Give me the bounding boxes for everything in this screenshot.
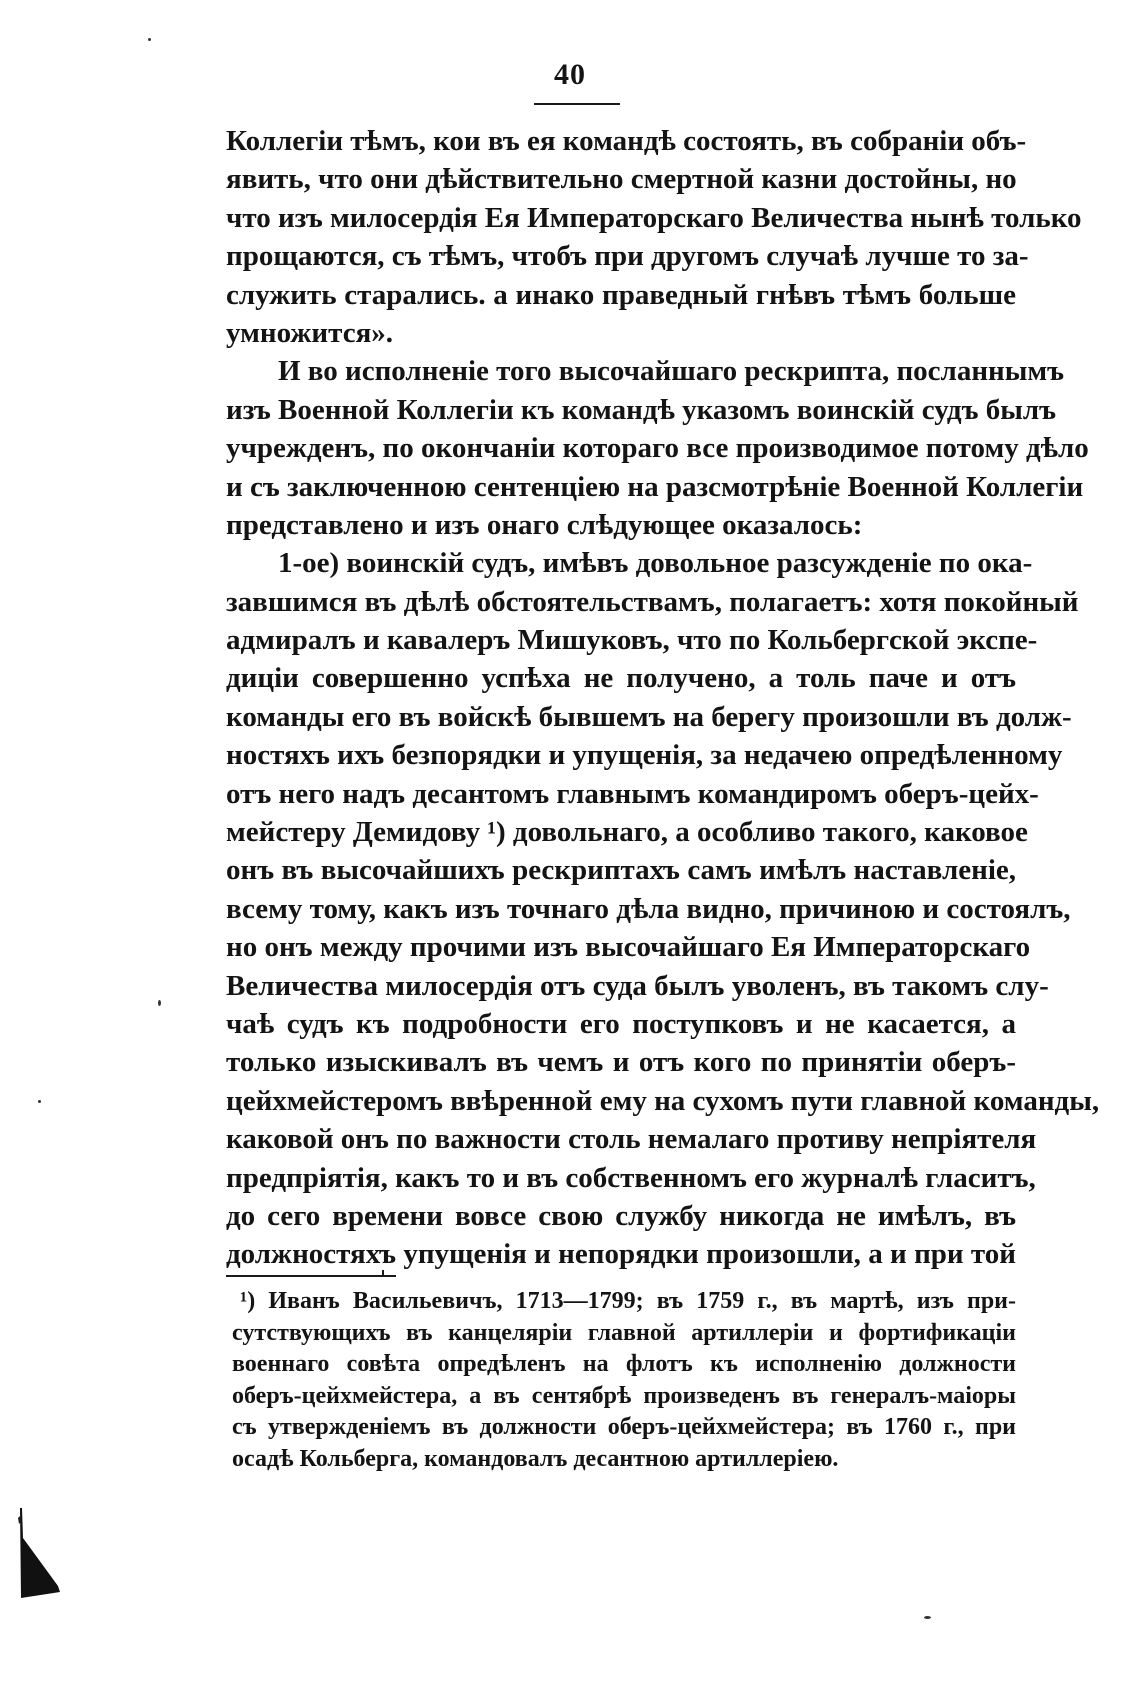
page-number-rule [534, 103, 620, 105]
scan-speck [924, 1616, 931, 1619]
text-line: команды его въ войскѣ бывшемъ на берегу произошли въ долж- [226, 700, 1072, 733]
footnote-line: оберъ-цейхмейстера, а въ сентябрѣ произведенъ въ генералъ-маіоры [232, 1382, 1016, 1409]
text-line: завшимся въ дѣлѣ обстоятельствамъ, полагаетъ: хотя покойный [226, 585, 1079, 618]
text-line: отъ него надъ десантомъ главнымъ командиромъ оберъ-цейх- [226, 777, 1039, 810]
text-line: учрежденъ, по окончаніи котораго все производимое потому дѣло [226, 432, 1089, 465]
text-line: всему тому, какъ изъ точнаго дѣла видно, причиною и состоялъ, [226, 892, 1071, 925]
text-line: умножится». [226, 316, 394, 349]
text-line: Величества милосердія отъ суда былъ уволенъ, въ такомъ слу- [226, 969, 1049, 1002]
footnote-line: съ утвержденіемъ въ должности оберъ-цейхмейстера; въ 1760 г., при [232, 1414, 1016, 1440]
text-line: И во исполненіе того высочайшаго рескрипта, посланнымъ [278, 355, 1065, 388]
text-line: онъ въ высочайшихъ рескриптахъ самъ имѣлъ наставленіе, [226, 854, 1016, 887]
text-line: цейхмейстеромъ ввѣренной ему на сухомъ пути главной команды, [226, 1084, 1100, 1117]
text-line: Коллегіи тѣмъ, кои въ ея командѣ состоять, въ собраніи объ- [226, 125, 1027, 157]
footnote-separator-tick [382, 1270, 384, 1276]
text-line: предпріятія, какъ то и въ собственномъ его журналѣ гласитъ, [226, 1161, 1036, 1194]
text-line: чаѣ судъ къ подробности его поступковъ и не касается, а [226, 1007, 1016, 1040]
scan-speck [158, 1000, 161, 1006]
page-number: 40 [554, 58, 586, 91]
scan-speck [38, 1100, 41, 1103]
text-line: до сего времени вовсе свою службу никогда не имѣлъ, въ [226, 1199, 1016, 1232]
text-line: диціи совершенно успѣха не получено, а толь паче и отъ [226, 662, 1016, 695]
text-line: каковой онъ по важности столь немалаго противу непріятеля [226, 1123, 1037, 1156]
footnote-line: военнаго совѣта опредѣленъ на флотъ къ исполненію должности [232, 1351, 1016, 1377]
text-line: и съ заключенною сентенціею на разсмотрѣніе Военной Коллегіи [226, 470, 1084, 503]
footnote-line: осадѣ Кольберга, командовалъ десантною артиллеріею. [232, 1445, 839, 1472]
scan-artifact-mark [18, 1508, 68, 1598]
text-line: должностяхъ упущенія и непорядки произошли, а и при той [226, 1238, 1016, 1271]
footnote [232, 1286, 1016, 1475]
footnote-separator [226, 1275, 396, 1277]
text-line: только изыскивалъ въ чемъ и отъ кого по принятіи оберъ- [226, 1046, 1016, 1079]
text-line: ностяхъ ихъ безпорядки и упущенія, за недачею опредѣленному [226, 739, 1063, 772]
footnote-line: ¹) Иванъ Васильевичъ, 1713—1799; въ 1759 г., въ мартѣ, изъ при- [240, 1288, 1016, 1314]
text-line: но онъ между прочими изъ высочайшаго Ея Императорскаго [226, 931, 1031, 964]
text-line: служить старались. а инако праведный гнѣвъ тѣмъ больше [226, 278, 1016, 311]
footnote-line: сутствующихъ въ канцеляріи главной артиллеріи и фортификаціи [232, 1319, 1016, 1346]
scan-speck [148, 38, 151, 41]
text-line: мейстеру Демидову ¹) довольнаго, а особливо такого, каковое [226, 816, 1028, 849]
text-line: изъ Военной Коллегіи къ командѣ указомъ воинскій судъ былъ [226, 393, 1057, 426]
text-line: что изъ милосердія Ея Императорскаго Величества нынѣ только [226, 201, 1082, 234]
text-line: представлено и изъ онаго слѣдующее оказалось: [226, 508, 863, 541]
text-line: явить, что они дѣйствительно смертной казни достойны, но [226, 163, 1017, 196]
text-line: 1-ое) воинскій судъ, имѣвъ довольное разсужденіе по ока- [278, 547, 1033, 580]
text-line: адмиралъ и кавалеръ Мишуковъ, что по Кольбергской экспе- [226, 624, 1038, 657]
text-line: прощаются, съ тѣмъ, чтобъ при другомъ случаѣ лучше то за- [226, 240, 1029, 273]
main-text [226, 122, 1100, 1274]
